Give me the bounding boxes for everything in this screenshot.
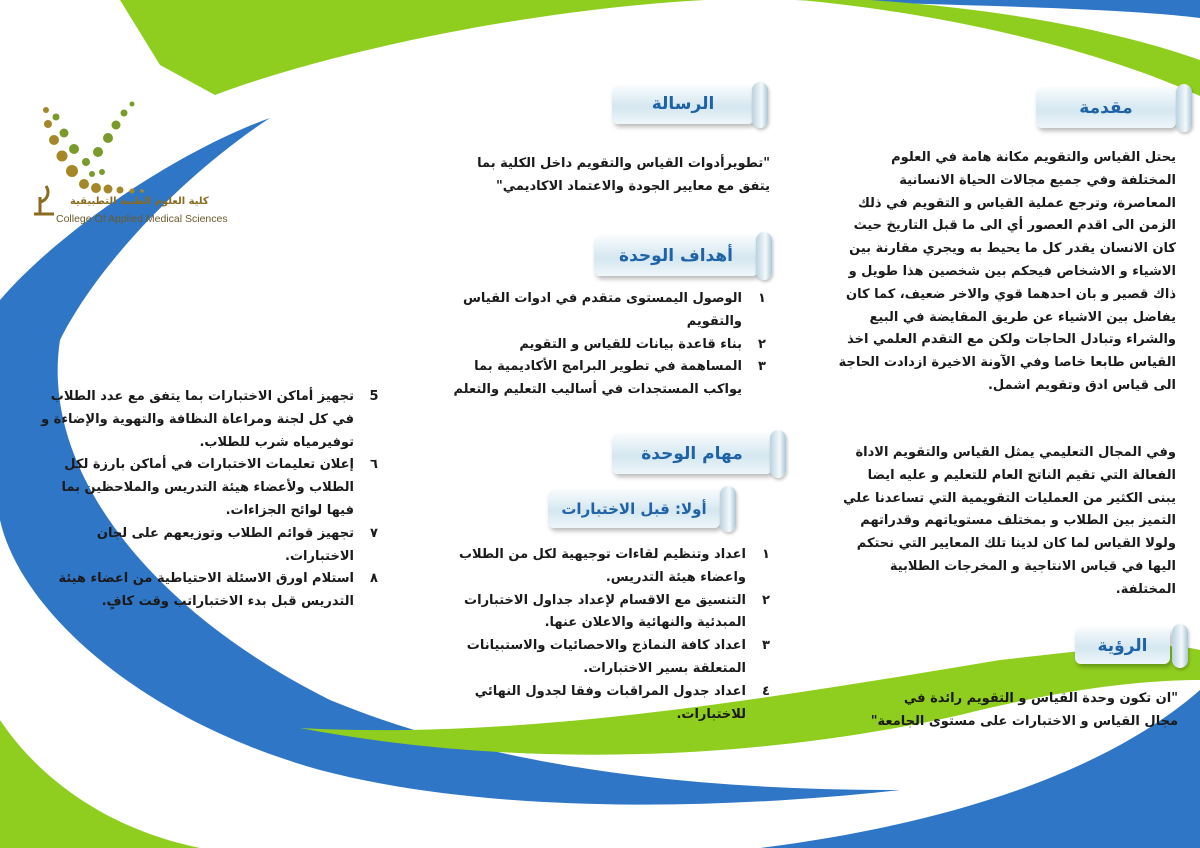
vision-heading: الرؤية bbox=[1097, 636, 1148, 656]
mission-heading-banner bbox=[612, 86, 772, 126]
goal-text: بناء قاعدة بيانات للقياس و التقويم bbox=[519, 336, 742, 352]
task-number: ٨ bbox=[370, 571, 378, 587]
goal-item bbox=[436, 334, 772, 357]
tasks-continued-list bbox=[30, 386, 384, 614]
task-text: إعلان تعليمات الاختبارات في أماكن بارزة لكل الطلاب ولأعضاء هيئة التدريس والملاحظين بما فيها لوائح الجزاءات. bbox=[61, 457, 354, 518]
goal-number: ٢ bbox=[758, 336, 766, 352]
microscope-icon bbox=[34, 186, 54, 214]
task-item bbox=[30, 454, 384, 522]
task-item bbox=[424, 635, 776, 681]
goal-number: ٣ bbox=[758, 359, 766, 375]
task-number: ٦ bbox=[370, 457, 378, 473]
tasks-list bbox=[424, 544, 776, 726]
task-item bbox=[424, 590, 776, 636]
task-item bbox=[30, 523, 384, 569]
goal-item bbox=[436, 356, 772, 402]
intro-paragraph-2: وفي المجال التعليمي يمثل القياس والتقويم الاداة الفعالة التي تقيم الناتج العام للتعليم و عليه ايضا يبنى الكثير من العمليات التقويمية التي تساعدنا علي التميز بين الطلاب و بمختلف مستوياتهم وقدراتهم ولولا القياس لما كان لدينا تلك المعايير التي نحتكم اليها في قياس الانتاجية و المخرجات الطلابية المختلفة. bbox=[843, 445, 1176, 597]
vision-heading-banner bbox=[1075, 628, 1190, 668]
top-green-right-swoosh bbox=[800, 0, 1200, 96]
mission-text: "تطويرأدوات القياس والتقويم داخل الكلية بما يتفق مع معايير الجودة والاعتماد الاكاديمي" bbox=[477, 156, 770, 194]
tasks-subheading: أولا: قبل الاختبارات bbox=[561, 500, 707, 518]
goals-heading: أهداف الوحدة bbox=[619, 246, 733, 266]
task-item bbox=[424, 544, 776, 590]
logo-english-name: College Of Applied Medical Sciences bbox=[56, 213, 228, 225]
goals-list bbox=[436, 288, 772, 402]
goal-text: الوصول اليمستوى متقدم في ادوات القياس والتقويم bbox=[462, 291, 742, 329]
task-number: ٤ bbox=[762, 683, 770, 699]
bottom-left-green-swoosh bbox=[0, 720, 200, 848]
task-text: تجهيز قوائم الطلاب وتوزيعهم على لجان الاختبارات. bbox=[96, 525, 354, 564]
task-number: ٧ bbox=[370, 525, 378, 541]
task-text: اعداد جدول المراقبات وفقا لجدول النهائي للاختبارات. bbox=[474, 683, 746, 722]
top-green-swoosh bbox=[120, 0, 705, 95]
task-item bbox=[30, 568, 384, 614]
task-text: اعداد وتنظيم لقاءات توجيهية لكل من الطلاب واعضاء هيئة التدريس. bbox=[458, 547, 746, 585]
task-number: ٣ bbox=[762, 638, 770, 654]
college-logo bbox=[28, 92, 218, 232]
task-item bbox=[424, 681, 776, 727]
task-item bbox=[30, 386, 384, 454]
task-number: ٢ bbox=[762, 592, 770, 608]
task-text: تجهيز أماكن الاختبارات بما يتفق مع عدد الطلاب في كل لجنة ومراعاة النظافة والتهوية والإضاءة و توفيرمياه شرب للطلاب. bbox=[41, 389, 354, 450]
task-text: استلام اورق الاسئلة الاحتياطية من اعضاء هيئة التدريس قبل بدء الاختباراتب وقت كافٍ. bbox=[58, 571, 354, 610]
goal-number: ١ bbox=[758, 291, 766, 306]
goals-heading-banner bbox=[594, 236, 774, 278]
tasks-subheading-banner bbox=[548, 490, 738, 530]
logo-arabic-name: كلية العلوم الطبية التطبيقية bbox=[70, 196, 209, 207]
mission-heading: الرسالة bbox=[651, 94, 715, 114]
task-text: التنسيق مع الاقسام لإعداد جداول الاختبارات المبدئية والنهائية والاعلان عنها. bbox=[464, 592, 746, 631]
task-number: ١ bbox=[762, 547, 770, 562]
task-text: اعداد كافة النماذج والاحصائيات والاستبيانات المتعلقة بسير الاختبارات. bbox=[466, 638, 746, 676]
intro-heading-banner bbox=[1036, 88, 1196, 128]
tasks-heading-banner bbox=[612, 434, 788, 476]
goal-item bbox=[436, 288, 772, 334]
intro-paragraph-1: يحتل القياس والتقويم مكانة هامة في العلوم المختلفة وفي جميع مجالات الحياة الانسانية المعاصرة، وترجع عملية القياس و التقويم في ذلك الزمن الى اقدم العصور أي الى ما قبل التاريخ حيث كان الانسان يقدر كل ما يحيط به ويجري مقارنة بين الاشياء و الاشخاص فيحكم بين شخصين هذا طويل و ذاك قصير و بان احدهما قوي والاخر ضعيف، كما كان يفاضل بين الاشياء عن طريق المقايضة في البيع والشراء وتبادل الحاجات ولكن مع التقدم العلمي اخذ القياس طابعا خاصا وفي الآونة الاخيرة ازدادت الحاجة الى قياس ادق وتقويم اشمل. bbox=[838, 150, 1176, 393]
task-number: 5 bbox=[369, 389, 379, 404]
vision-text: "ان تكون وحدة القياس و التقويم رائدة في مجال القياس و الاختبارات على مستوى الجامعة" bbox=[870, 691, 1178, 729]
goal-text: المساهمة في تطوير البرامج الأكاديمية بما يواكب المستجدات في أساليب التعليم والتعلم bbox=[453, 359, 742, 398]
tasks-heading: مهام الوحدة bbox=[641, 444, 743, 464]
intro-heading: مقدمة bbox=[1079, 98, 1133, 118]
